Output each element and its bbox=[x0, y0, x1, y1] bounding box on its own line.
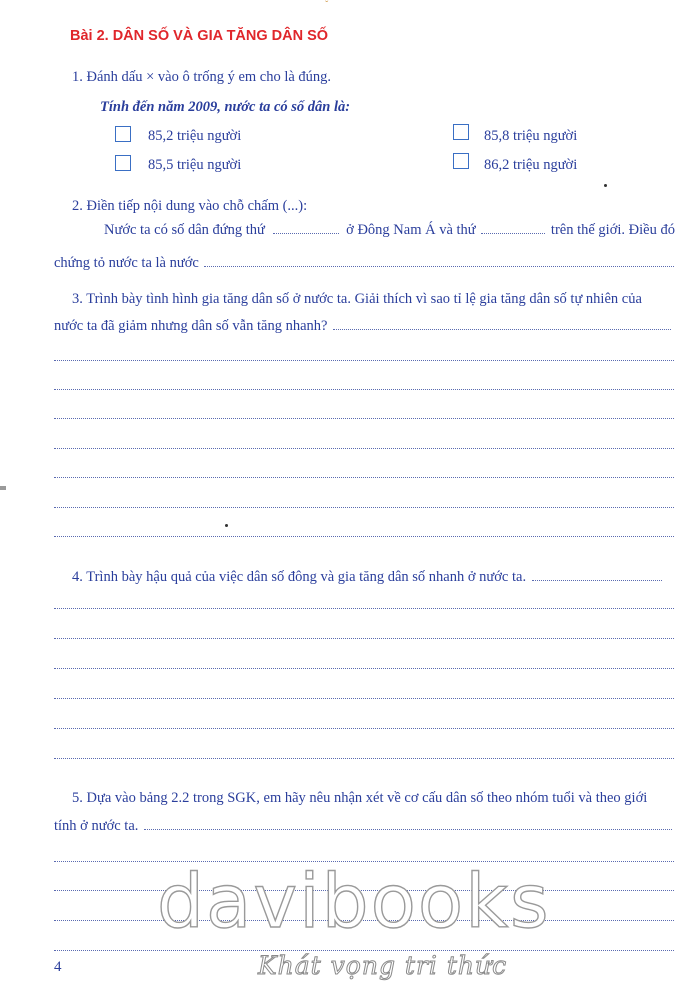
option-checkbox-2[interactable] bbox=[453, 124, 469, 140]
q3-answer-line-1[interactable] bbox=[54, 360, 674, 361]
q3-prompt-text: nước ta đã giảm nhưng dân số vẫn tăng nhanh? bbox=[54, 318, 328, 334]
watermark-logo: davibooks bbox=[157, 859, 551, 945]
q4-answer-line-5[interactable] bbox=[54, 728, 674, 729]
q2-sentence bbox=[104, 221, 675, 239]
q4-prompt-text: 4. Trình bày hậu quả của việc dân số đông và gia tăng dân số nhanh ở nước ta. bbox=[72, 569, 527, 585]
q2-prompt: 2. Điền tiếp nội dung vào chỗ chấm (...): bbox=[72, 198, 308, 214]
option-checkbox-1[interactable] bbox=[115, 126, 131, 142]
print-mark: ˇ bbox=[325, 0, 329, 11]
q4-answer-line-0[interactable] bbox=[532, 579, 662, 581]
q4-answer-line-1[interactable] bbox=[54, 608, 674, 609]
q1-prompt: 1. Đánh dấu × vào ô trống ý em cho là đúng. bbox=[72, 69, 332, 85]
option-checkbox-3[interactable] bbox=[115, 155, 131, 171]
page-number: 4 bbox=[54, 959, 62, 975]
q2-blank-conclusion[interactable] bbox=[204, 265, 674, 267]
q2-blank-rank-world[interactable] bbox=[481, 232, 545, 234]
option-label-2: 85,8 triệu người bbox=[484, 128, 578, 144]
q2-part1: Nước ta có số dân đứng thứ bbox=[104, 222, 265, 238]
q3-answer-line-3[interactable] bbox=[54, 418, 674, 419]
q5-prompt-text: tính ở nước ta. bbox=[54, 818, 139, 834]
q3-prompt-line2 bbox=[54, 317, 671, 335]
option-checkbox-4[interactable] bbox=[453, 153, 469, 169]
q2-blank-rank-sea[interactable] bbox=[273, 232, 339, 234]
stray-dot bbox=[604, 184, 607, 187]
lesson-title: Bài 2. DÂN SỐ VÀ GIA TĂNG DÂN SỐ bbox=[70, 28, 329, 44]
q5-answer-line-0[interactable] bbox=[144, 828, 672, 830]
q3-answer-line-6[interactable] bbox=[54, 507, 674, 508]
q5-prompt-line2 bbox=[54, 817, 672, 835]
q3-answer-line-5[interactable] bbox=[54, 477, 674, 478]
q5-prompt-line1: 5. Dựa vào bảng 2.2 trong SGK, em hãy nêu nhận xét về cơ cấu dân số theo nhóm tuổi và theo giới bbox=[72, 790, 648, 806]
q4-answer-line-4[interactable] bbox=[54, 698, 674, 699]
q4-answer-line-6[interactable] bbox=[54, 758, 674, 759]
q3-answer-line-0[interactable] bbox=[333, 328, 671, 330]
stray-dot bbox=[225, 524, 228, 527]
q3-answer-line-7[interactable] bbox=[54, 536, 674, 537]
option-label-3: 85,5 triệu người bbox=[148, 157, 242, 173]
option-label-1: 85,2 triệu người bbox=[148, 128, 242, 144]
q4-answer-line-2[interactable] bbox=[54, 638, 674, 639]
q2-part3: trên thế giới. Điều đó bbox=[550, 222, 675, 238]
q3-answer-line-2[interactable] bbox=[54, 389, 674, 390]
q2-part4: chứng tỏ nước ta là nước bbox=[54, 255, 199, 271]
q2-part2: ở Đông Nam Á và thứ bbox=[346, 222, 476, 238]
q3-prompt-line1: 3. Trình bày tình hình gia tăng dân số ở nước ta. Giải thích vì sao tỉ lệ gia tăng dân số tự nhiên của bbox=[72, 291, 642, 307]
q4-answer-line-3[interactable] bbox=[54, 668, 674, 669]
q1-subprompt: Tính đến năm 2009, nước ta có số dân là: bbox=[100, 99, 351, 115]
q3-answer-line-4[interactable] bbox=[54, 448, 674, 449]
q2-sentence-2 bbox=[54, 254, 674, 272]
watermark-slogan: Khát vọng tri thức bbox=[258, 951, 508, 980]
q4-prompt bbox=[72, 568, 662, 586]
option-label-4: 86,2 triệu người bbox=[484, 157, 578, 173]
margin-mark bbox=[0, 486, 6, 490]
